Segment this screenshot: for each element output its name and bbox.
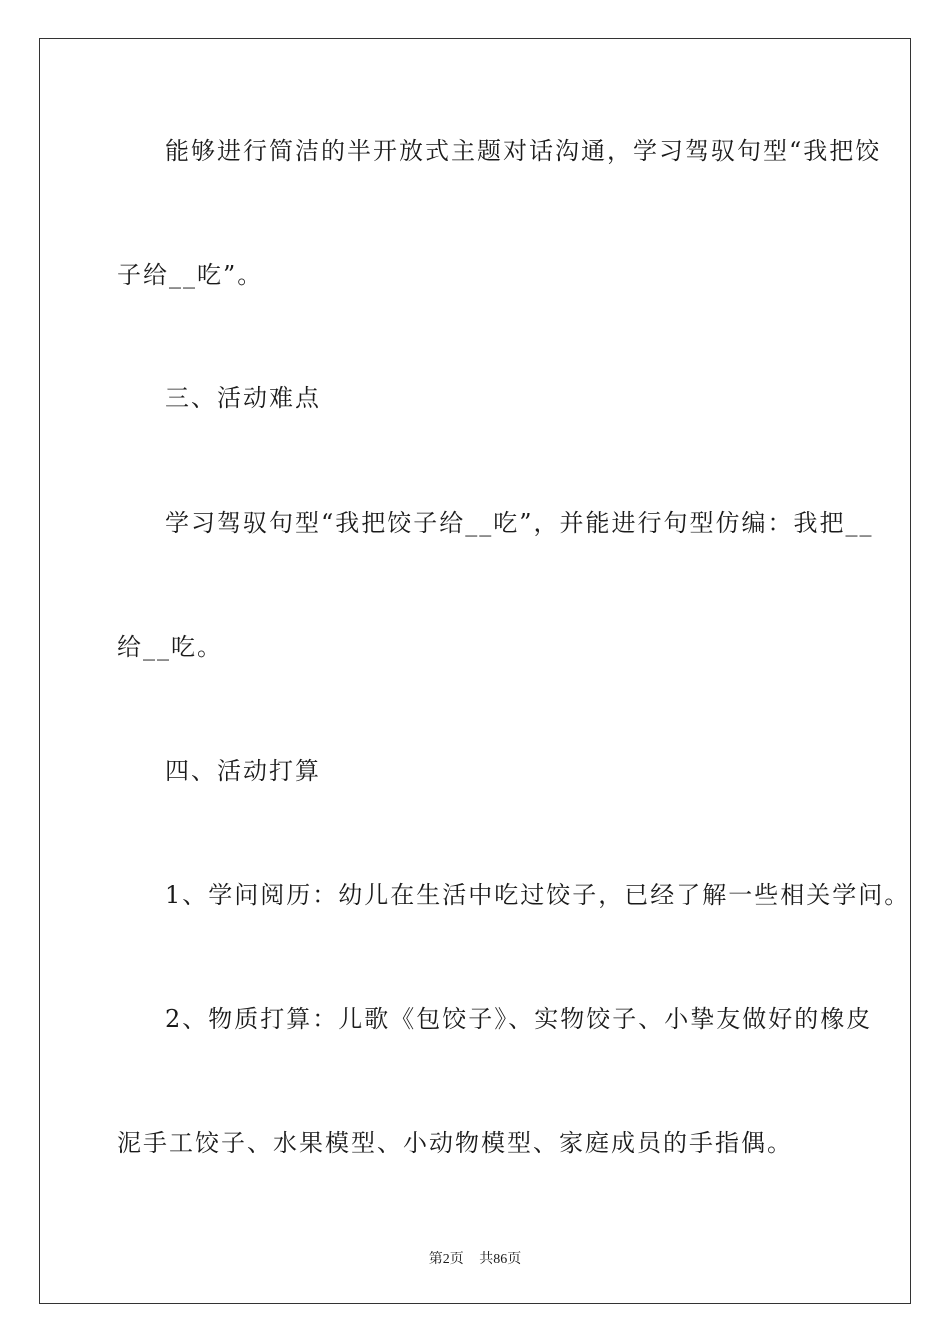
section-heading: 三、活动难点 [165, 384, 321, 412]
paragraph-line: 泥手工饺子、水果模型、小动物模型、家庭成员的手指偶。 [117, 1129, 793, 1157]
paragraph-line: 学习驾驭句型“我把饺子给__吃”，并能进行句型仿编：我把__ [165, 509, 874, 537]
paragraph-line: 能够进行简洁的半开放式主题对话沟通，学习驾驭句型“我把饺 [165, 137, 882, 165]
page-number: 第2页 [428, 1252, 464, 1267]
page-footer [0, 1248, 950, 1268]
section-heading: 四、活动打算 [165, 757, 321, 785]
page-total: 共86页 [479, 1252, 522, 1267]
paragraph-line: 2、物质打算：儿歌《包饺子》、实物饺子、小挚友做好的橡皮 [165, 1005, 873, 1033]
paragraph-line: 子给__吃”。 [117, 261, 264, 289]
paragraph-line: 给__吃。 [117, 633, 223, 661]
paragraph-line: 1、学问阅历：幼儿在生活中吃过饺子，已经了解一些相关学问。 [165, 881, 911, 909]
page-frame [39, 38, 911, 1304]
